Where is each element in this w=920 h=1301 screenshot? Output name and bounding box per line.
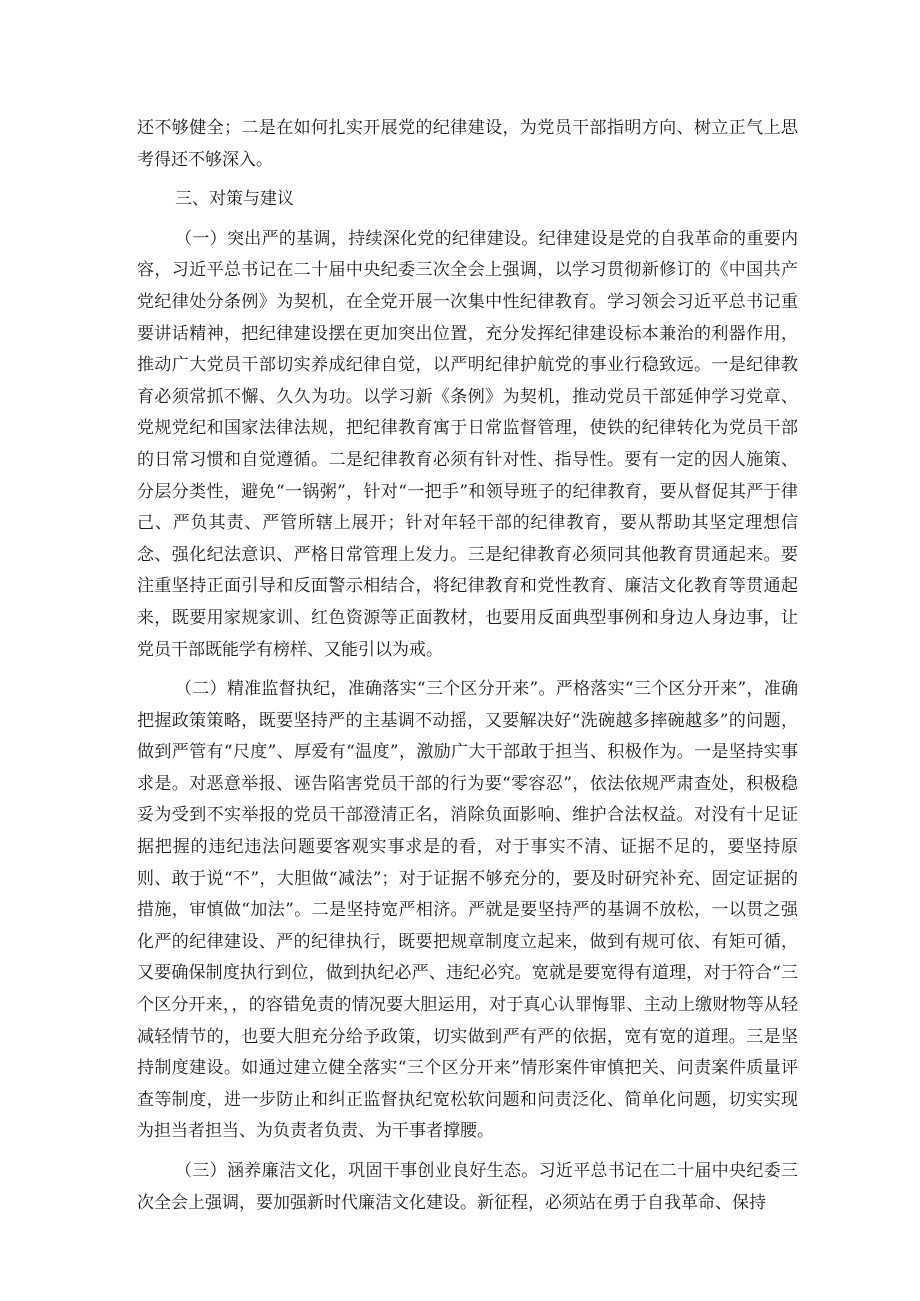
paragraph-supervision: （二）精准监督执纪，准确落实“三个区分开来”。严格落实“三个区分开来”，准确把握政策策略，既要坚持严的主基调不动摇，又要解决好“洗碗越多摔碗越多”的问题，做到严管有“尺度”、厚爱有“温度”，激励广大干部敢于担当、积极作为。一是坚持实事求是。对恶意举报、诬告陷害党员干部的行为要“零容忍”，依法依规严肃查处，积极稳妥为受到不实举报的党员干部澄清正名，消除负面影响、维护合法权益。对没有十足证据把握的违纪违法问题要客观实事求是的看，对于事实不清、证据不足的，要坚持原则、敢于说“不”，大胆做“减法”；对于证据不够充分的，要及时研究补充、固定证据的措施，审慎做“加法”。二是坚持宽严相济。严就是要坚持严的基调不放松，一以贯之强化严的纪律建设、严的纪律执行，既要把规章制度立起来，做到有规可依、有矩可循，又要确保制度执行到位，做到执纪必严、违纪必究。宽就是要宽得有道理，对于符合“三个区分开来，，的容错免责的情况要大胆运用，对于真心认罪悔罪、主动上缴财物等从轻减轻情节的，也要大胆充分给予政策，切实做到严有严的依据，宽有宽的道理。三是坚持制度建设。如通过建立健全落实“三个区分开来”情形案件审慎把关、问责案件质量评查等制度，进一步防止和纠正监督执纪宽松软问题和问责泛化、简单化问题，切实实现为担当者担当、为负责者负责、为干事者撑腰。	[137, 679, 798, 1142]
paragraph-discipline-building: （一）突出严的基调，持续深化党的纪律建设。纪律建设是党的自我革命的重要内容，习近平总书记在二十届中央纪委三次全会上强调，以学习贯彻新修订的《中国共产党纪律处分条例》为契机，在全党开展一次集中性纪律教育。学习领会习近平总书记重要讲话精神，把纪律建设摆在更加突出位置，充分发挥纪律建设标本兼治的利器作用，推动广大党员干部切实养成纪律自觉，以严明纪律护航党的事业行稳致远。一是纪律教育必须常抓不懈、久久为功。以学习新《条例》为契机，推动党员干部延伸学习党章、党规党纪和国家法律法规，把纪律教育寓于日常监督管理，使铁的纪律转化为党员干部的日常习惯和自觉遵循。二是纪律教育必须有针对性、指导性。要有一定的因人施策、分层分类性，避免“一锅粥”，针对“一把手”和领导班子的纪律教育，要从督促其严于律己、严负其责、严管所辖上展开；针对年轻干部的纪律教育，要从帮助其坚定理想信念、强化纪法意识、严格日常管理上发力。三是纪律教育必须同其他教育贯通起来。要注重坚持正面引导和反面警示相结合，将纪律教育和党性教育、廉洁文化教育等贯通起来，既要用家规家训、红色资源等正面教材，也要用反面典型事例和身边人身边事，让党员干部既能学有榜样、又能引以为戒。	[137, 228, 798, 660]
section-heading: 三、对策与建议	[175, 189, 294, 210]
paragraph-continuation: 还不够健全；二是在如何扎实开展党的纪律建设，为党员干部指明方向、树立正气上思考得还不够深入。	[137, 118, 798, 170]
document-body	[137, 113, 798, 1219]
paragraph-integrity-culture: （三）涵养廉洁文化，巩固干事创业良好生态。习近平总书记在二十届中央纪委三次全会上强调，要加强新时代廉洁文化建设。新征程，必须站在勇于自我革命、保持	[137, 1161, 798, 1213]
